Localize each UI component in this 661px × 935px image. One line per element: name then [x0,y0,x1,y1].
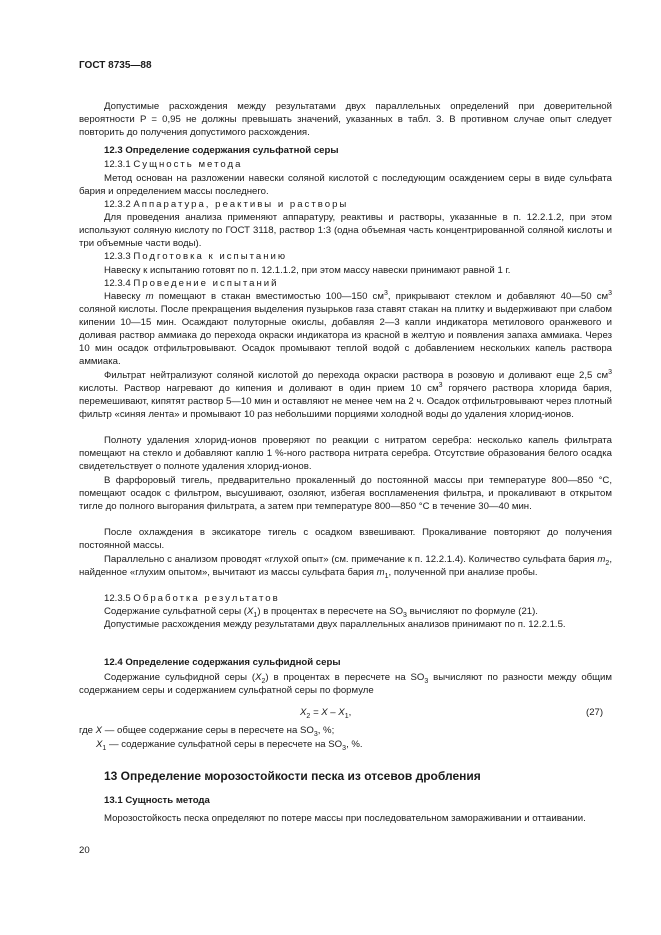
subsection-title: Сущность метода [133,159,243,170]
subsection-12-3-2-heading [104,199,348,211]
paragraph-12-3-5-formula-ref: Содержание сульфатной серы $(X_1)$ в процентах в пересчете на $SO_3$ вычисляют по формуле (21). [104,606,538,619]
paragraph-12-4: Содержание сульфидной серы $(X_2)$ в процентах в пересчете на $SO_3$ вычисляют по разности между общим содержанием серы и содержанием сульфатной серы по формуле [79,672,612,696]
subsection-number: 12.3.1 [104,159,131,170]
subsection-title: Проведение испытаний [133,278,279,289]
subsection-title: Аппаратура, реактивы и растворы [133,199,349,210]
page-number: 20 [79,845,90,856]
section-13-title: 13 Определение морозостойкости песка из отсевов дробления [104,769,481,783]
subsection-number: 12.3.2 [104,199,131,210]
formula-where-line-2: $X_1$ — содержание сульфатной серы в пересчете на $SO_3$, %. [96,739,363,752]
paragraph-12-3-4-procedure-4: В фарфоровый тигель, предварительно прокаленный до постоянной массы при температуре 800—850 °С, помещают осадок с фильтром, высушивают, озоляют, избегая воспламенения фильтра, и прокаливают в открытом тигле до полного выгорания фильтрата, а затем при температуре 800—850 °С в течение 30—40 мин. [79,475,612,512]
document-header: ГОСТ 8735—88 [79,60,152,71]
paragraph-12-3-4-procedure-1: Навеску m помещают в стакан вместимостью 100—150 $см^3$, прикрывают стеклом и добавляют 40—50 $см^3$ соляной кислоты. После прекращения выделения пузырьков газа ставят стакан на плитку и выдерживают при слабом кипении 10—15 мин. Осаждают полуторные окислы, добавляя 2—3 капли индикатора метилового оранжевого и доливая раствор аммиака до перехода окраски индикатора из красной в желтую и появления запаха аммиака. Через 10 мин осадок отфильтровывают. Осадок промывают теплой водой с добавлением нескольких капель раствора аммиака. [79,289,612,367]
subsection-12-3-4-heading [104,278,279,290]
intro-paragraph: Допустимые расхождения между результатами двух параллельных определений при доверительной вероятности P = 0,95 не должны превышать значений, указанных в табл. 3. В противном случае опыт следует повторить до получения допустимого расхождения. [79,101,612,138]
formula-where-line-1: где X — общее содержание серы в пересчете на $SO_3$, %; [79,725,335,738]
formula-number: (27) [586,707,604,718]
paragraph-13-1: Морозостойкость песка определяют по потере массы при последовательном замораживании и оттаивании. [104,813,586,824]
subsection-title: Подготовка к испытанию [133,251,288,262]
paragraph-12-3-4-procedure-3: Полноту удаления хлорид-ионов проверяют по реакции с нитратом серебра: несколько капель фильтрата помещают на стекло и добавляют каплю 1 %-ного раствора нитрата серебра. Отсутствие образования белого осадка свидетельствует о полноте удаления хлорид-ионов. [79,435,612,472]
section-12-4-title: 12.4 Определение содержания сульфидной серы [104,657,341,668]
subsection-title: Обработка результатов [133,593,280,604]
subsection-12-3-5-heading [104,593,280,605]
section-13-1-title: 13.1 Сущность метода [104,795,210,806]
paragraph-12-3-3: Навеску к испытанию готовят по п. 12.1.1.2, при этом массу навески принимают равной 1 г. [104,265,511,276]
paragraph-12-3-4-procedure-2: Фильтрат нейтрализуют соляной кислотой до перехода окраски раствора в розовую и доливают еще 2,5 $см^3$ кислоты. Раствор нагревают до кипения и доливают в один прием 10 $см^3$ горячего раствора хлорида бария, перемешивают, кипятят раствор 5—10 мин и оставляют не менее чем на 2 ч. Осадок отфильтровывают через плотный фильтр «синяя лента» и промывают 10 раз небольшими порциями холодной воды до удаления хлорид-ионов. [79,368,612,420]
paragraph-12-3-1: Метод основан на разложении навески соляной кислотой с последующим осаждением серы в виде сульфата бария и определением массы последнего. [79,173,612,197]
subsection-12-3-3-heading [104,251,287,263]
subsection-12-3-1-heading [104,159,242,171]
formula-27: $X_2 = X - X_1$, [300,707,352,720]
section-12-3-title: 12.3 Определение содержания сульфатной серы [104,145,339,156]
paragraph-12-3-5-tolerance: Допустимые расхождения между результатами двух параллельных анализов принимают по п. 12.2.1.5. [104,619,566,630]
subsection-number: 12.3.4 [104,278,131,289]
subsection-number: 12.3.3 [104,251,131,262]
subsection-number: 12.3.5 [104,593,131,604]
paragraph-12-3-2: Для проведения анализа применяют аппаратуру, реактивы и растворы, указанные в п. 12.2.1.2, при этом используют соляную кислоту по ГОСТ 3118, раствор 1:3 (одна объемная часть концентрированной соляной кислоты и три объемные части воды). [79,212,612,249]
paragraph-12-3-4-procedure-5: После охлаждения в эксикаторе тигель с осадком взвешивают. Прокаливание повторяют до получения постоянной массы. [79,527,612,551]
paragraph-12-3-4-procedure-6: Параллельно с анализом проводят «глухой опыт» (см. примечание к п. 12.2.1.4). Количество сульфата бария $m_2$, найденное «глухим опытом», вычитают из массы сульфата бария $m_1$, полученной при анализе пробы. [79,554,612,580]
